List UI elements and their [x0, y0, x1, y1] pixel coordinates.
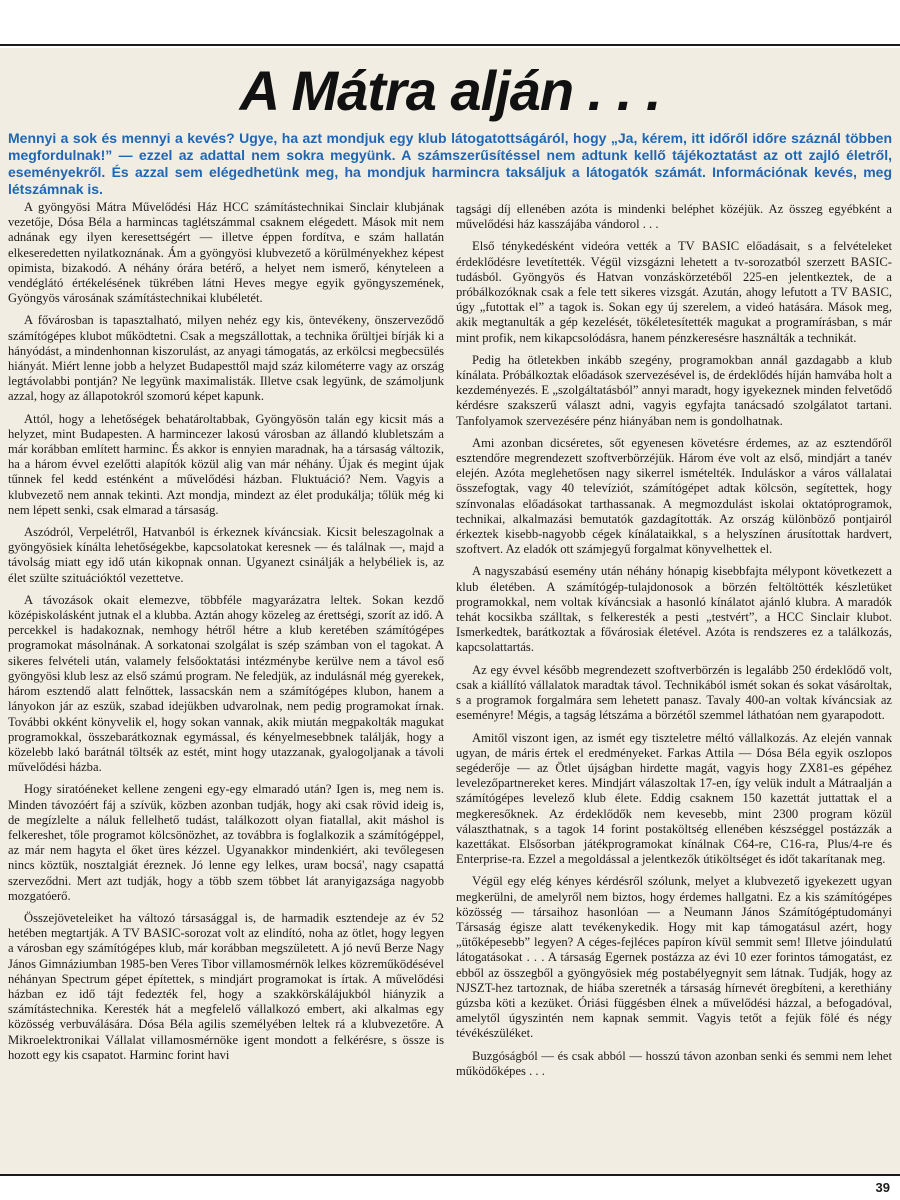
paragraph: Első ténykedésként videóra vették a TV BASIC előadásait, s a felvételeket érdeklődésre levetítették. Végül vizsgázni lehetett a tv-sorozatból szerzett BASIC-tudásból. Gyöngyös és Hatvan vonzáskörzetéből 225-en jelentkeztek, de a próbálkozóknak csak a fele tett sikeres vizsgát. Azután, ahogy lefutott a TV BASIC, úgy „futottak el” a tagok is. Sokan egy új szerelem, a videó hatására. Mások meg, akik megtanulták a gép kezelését, tökéletesítették magukat a programírásban, s már mint profik, nem kikapcsolódásra, hanem pénzkeresésre használták a technikát. — [456, 239, 892, 345]
page-number: 39 — [875, 1180, 890, 1195]
paragraph: Hogy siratóéneket kellene zengeni egy-egy elmaradó után? Igen is, meg nem is. Minden távozóért fáj a szívük, közben azonban tudják, hogy aki csak rövid ideig is, de megízlelte a náluk fellelhető tudást, találkozott olyan fiatallal, akit máshol is felkereshet, tőle programot kölcsönözhet, az továbbra is foglalkozik a számítógéppel, az már nem hagyta el őket üres kézzel. Ugyanakkor mindenkiért, aki tevőlegesen nincs köztük, nosztalgiát éreznek. Jó lenne egy lelkes, urам bocsá', nagy csapattá szerveződni. Mert azt tudják, hogy a több szem többet lát aranyigazsága nagyobb mozgatóerő. — [8, 782, 444, 903]
article-title: A Mátra alján . . . — [239, 59, 661, 122]
paragraph: A nagyszabású esemény után néhány hónapig kisebbfajta mélypont következett a klub életében. A számítógép-tulajdonosok a börzén feltöltötték készletüket programokkal, nem voltak kíváncsiak a hasonló kínálatot ajánló klubra. A maradók tehát kocsikba szálltak, s felkeresték a pesti „testvért”, a HCC Sinclair klubot. Ismerkedtek, barátkoztak a fővárosiak életével. Azóta is rendszeres ez a találkozás, kapcsolattartás. — [456, 564, 892, 655]
paragraph-continued: tagsági díj ellenében azóta is mindenki beléphet közéjük. Az összeg egyébként a művelődési ház kasszájába vándorol . . . — [456, 202, 892, 232]
paragraph: Amitől viszont igen, az ismét egy tiszteletre méltó vállalkozás. Az elején vannak ugyan, de máris értek el eredményeket. Farkas Attila — Dósa Béla egyik oszlopos segéderője — az Ötlet újságban hirdette magát, vagyis hogy ZX81-es gépéhez levelezőpartnereket keres. Mindjárt válaszoltak 17-en, így velük indult a Mátraalján a számítógépes levelező klub élete. Eddig csaknem 150 kazettát juttattak el a megkeresőknek. Az érdeklődők nem kevesebb, mint 2300 program közül választhatnak, s a tagok 14 forint postaköltség ellenében készséggel postázzák a kazettákat. Elsősorban játékprogramokat kínálnak C64-re, C16-ra, Plus/4-re és Enterprise-ra. Ezzel a megoldással a jelentkezők útiköltséget és időt takarítanak meg. — [456, 730, 892, 867]
paragraph: Végül egy elég kényes kérdésről szólunk, melyet a klubvezető igyekezett ugyan megkerülni, de amelyről nem biztos, hogy érdemes hallgatni. Ez a kis számítógépes közösség — társaihoz hasonlóan — a Neumann János Számítógéptudományi Társaság égisze alatt tevékenykedik. Hogy mit kap támogatásul azért, hogy „ütőképesebb” legyen? A céges-fejléces papíron kívül semmit sem! Illetve jóindulatú látogatásokat . . . A társaság Egernek postázza az évi 10 ezer forintos támogatást, ez ebből az összegből a gyöngyösiek még postabélyegnyit sem látnak. Tudják, hogy az NJSZT-hez tartoznak, de hiába szeretnék a társaság hírnevét öregbíteni, a kerethiány gúzsba köti a kezüket. Óriási függésben élnek a művelődési házzal, a befogadóval, amelytől úgyszintén nem kapnak semmit. Vagyis tetőt a fejük fölé és négy tévékészüléket. — [456, 874, 892, 1041]
left-column — [8, 200, 444, 1170]
right-column — [456, 202, 892, 1172]
header-rule — [0, 44, 900, 46]
paragraph: A gyöngyösi Mátra Művelődési Ház HCC számítástechnikai Sinclair klubjának vezetője, Dósa Béla a harmincas taglétszámmal csaknem elégedett. Mások mit nem adnának egy ilyen keresettségért — illetve éppen fordítva, e szám hallatán elkeseredetten nyilatkoznának. Ám a gyöngyösi klubvezető a körülményekhez képest opimista, bizakodó. A néhány órára betérő, a helyet nem ismerő, kényteleen a vendéglátó értékelésének tükrében látni Heves megye egyik gyöngyszemének, Gyöngyös városának számítástechnikai klubéletét. — [8, 200, 444, 306]
paragraph: Pedig ha ötletekben inkább szegény, programokban annál gazdagabb a klub kínálata. Próbálkoztak előadások szervezésével is, de érdeklődés híján hamvába holt a kezdeményezés. E „szolgáltatásból” annyi maradt, hogy igyekeznek minden felvetődő kérdésre szakszerű választ adni, vagyis egyfajta tanácsadó szolgálatot tartani. Tanfolyamok szervezésére pénz hiányában nem is gondolhatnak. — [456, 352, 892, 428]
paragraph: Az egy évvel később megrendezett szoftverbörzén is legalább 250 érdeklődő volt, csak a kiállító vállalatok maradtak távol. Technikából ismét sokan és sokat vásároltak, s a programok forgalmára sem lehetett panasz. Tavaly 400-an voltak kíváncsiak az eseményre! Mégis, a tagság létszáma a börzétől szemmel láthatóan nem gyarapodott. — [456, 662, 892, 723]
page-bottom-margin — [0, 1176, 900, 1200]
paragraph: Buzgóságból — és csak abból — hosszú távon azonban senki és semmi nem lehet működőképes . . . — [456, 1048, 892, 1078]
paragraph: A fővárosban is tapasztalható, milyen nehéz egy kis, öntevékeny, önszerveződő számítógépes klubot működtetni. Csak a megszállottak, a technika őrültjei bírják ki a hányódást, a mindenhonnan kiszorulást, az anyagi támogatás, az erkölcsi megbecsülés hiányát. Miért lenne jobb a helyzet Budapesttől majd száz kilométerre vagy az ország legtávolabbi pontján? Ne legyünk maximalisták. Illetve csak legyünk, de számoljunk azzal, hogy az állapotokról szomorú képet kapunk. — [8, 313, 444, 404]
paragraph: Attól, hogy a lehetőségek behatároltabbak, Gyöngyösön talán egy kicsit más a helyzet, mint Budapesten. A harmincezer lakosú városban az állandó klubletszám a már korábban említett harminc. És akkor is ennyien maradnak, ha a társaság változik, ha a három évvel ezelőtti alapítók közül alig van már néhány. Újak és megint újak tűnnek fel kedd esténként a művelődési házban. Fluktuáció? Nem. Vagyis a klubvezető nem annak tekinti. Azt mondja, mindezt az élet produkálja; tőlük még ki nem lépett senki, csak elmarad a társaság. — [8, 411, 444, 517]
paragraph: Ami azonban dicséretes, sőt egyenesen követésre érdemes, az az esztendőről esztendőre megrendezett szoftverbörzéjük. Három éve volt az első, mindjárt a tanév elején. Azóta meglehetősen nagy sikerrel ismételték. Induláskor a város vállalatai összefogtak, vagy 40 televíziót, számítógépet adtak kölcsön, segítettek, hogy színvonalas előadásokat tarthassanak. A megmozdulást iskolai oktatóprogramok, technikai, alkalmazási bemutatók gazdagították. Az ország különböző pontjairól érkeztek kisebb-nagyobb cégek kínálataikkal, s a helyszínen árusítottak hardvert, szoftvert. Az eladók ott számjegyű forgalmat könyvelhettek el. — [456, 435, 892, 557]
paragraph: A távozások okait elemezve, többféle magyarázatra leltek. Sokan kezdő középiskolásként jutnak el a klubba. Aztán ahogy közeleg az érettségi, szorít az idő. A percekkel is hadakoznak, nemhogy hétről hétre a klub keretében számítógépes programokat másolnának. A sorkatonai szolgálat is szép számban von el tagokat. A sikeres felvételi után, valamely felsőoktatási intézménybe kerülve nem a távol eső gyöngyösi klub lesz az első számú program. Ne feledjük, az indulásnál még gyerekek, három esztendő alatt felnőttek, lassacskán nem a számítógépes klubon, hanem a lányokon jár az eszük, szabad idejükben udvarolnak, nem pedig programokat írnak. További okként könyvelik el, hogy sokan vannak, akik miután megpakolták magukat programokkal, összebarátkoznak egymással, és kényelmesebbnek találják, hogy a közelebb lakó barátnál töltsék az estét, mint hogy utazzanak, gyalogoljanak a távoli művelődési házba. — [8, 592, 444, 775]
article-lead: Mennyi a sok és mennyi a kevés? Ugye, ha azt mondjuk egy klub látogatottságáról, hogy „Ja, kérem, itt időről időre száznál többen megfordulnak!” — ezzel az adattal nem sokra megyünk. A számszerűsítéssel nem adtunk kellő tájékoztatást az ott zajló életről, eseményekről. És azzal sem elégedhetünk meg, ha mondjuk harmincra taksáljuk a látogatók számát. Információnak kevés, meg létszámnak is. — [8, 130, 892, 197]
page-top-margin — [0, 0, 900, 48]
paragraph: Összejöveteleiket ha változó társasággal is, de harmadik esztendeje az év 52 hetében megtartják. A TV BASIC-sorozat volt az elindító, noha az ötlet, hogy legyen a városban egy számítógépes klub, már korábban megszületett. A jó nevű Berze Nagy János Gimnáziumban 1985-ben Veres Tibor villamosmérnök lelkes közreműködésével néhányan Spectrum gépet építettek, s mindjárt programokat is írtak. A művelődési házban ez idő tájt fedezték fel, hogy a szakkörskálájukból hiányzik a számítástechnika. Keresték hát a megfelelő vállalkozó embert, aki alkalmas egy közösség verbuválására. Dósa Béla agilis személyében leltek rá a klubvezetőre. A Mikroelektronikai Vállalat villamosmérnöke igent mondott a felkérésre, s össze is hozott egy kis csapatot. Harminc forint havi — [8, 910, 444, 1062]
paragraph: Aszódról, Verpelétről, Hatvanból is érkeznek kíváncsiak. Kicsit beleszagolnak a gyöngyösiek kínálta lehetőségekbe, kapcsolatokat keresnek — és találnak —, majd a távolság miatt egy idő után kikopnak onnan. Ugyanezt csinálják a helybéliek is, az élet szülte szituációktól vezettetve. — [8, 525, 444, 585]
